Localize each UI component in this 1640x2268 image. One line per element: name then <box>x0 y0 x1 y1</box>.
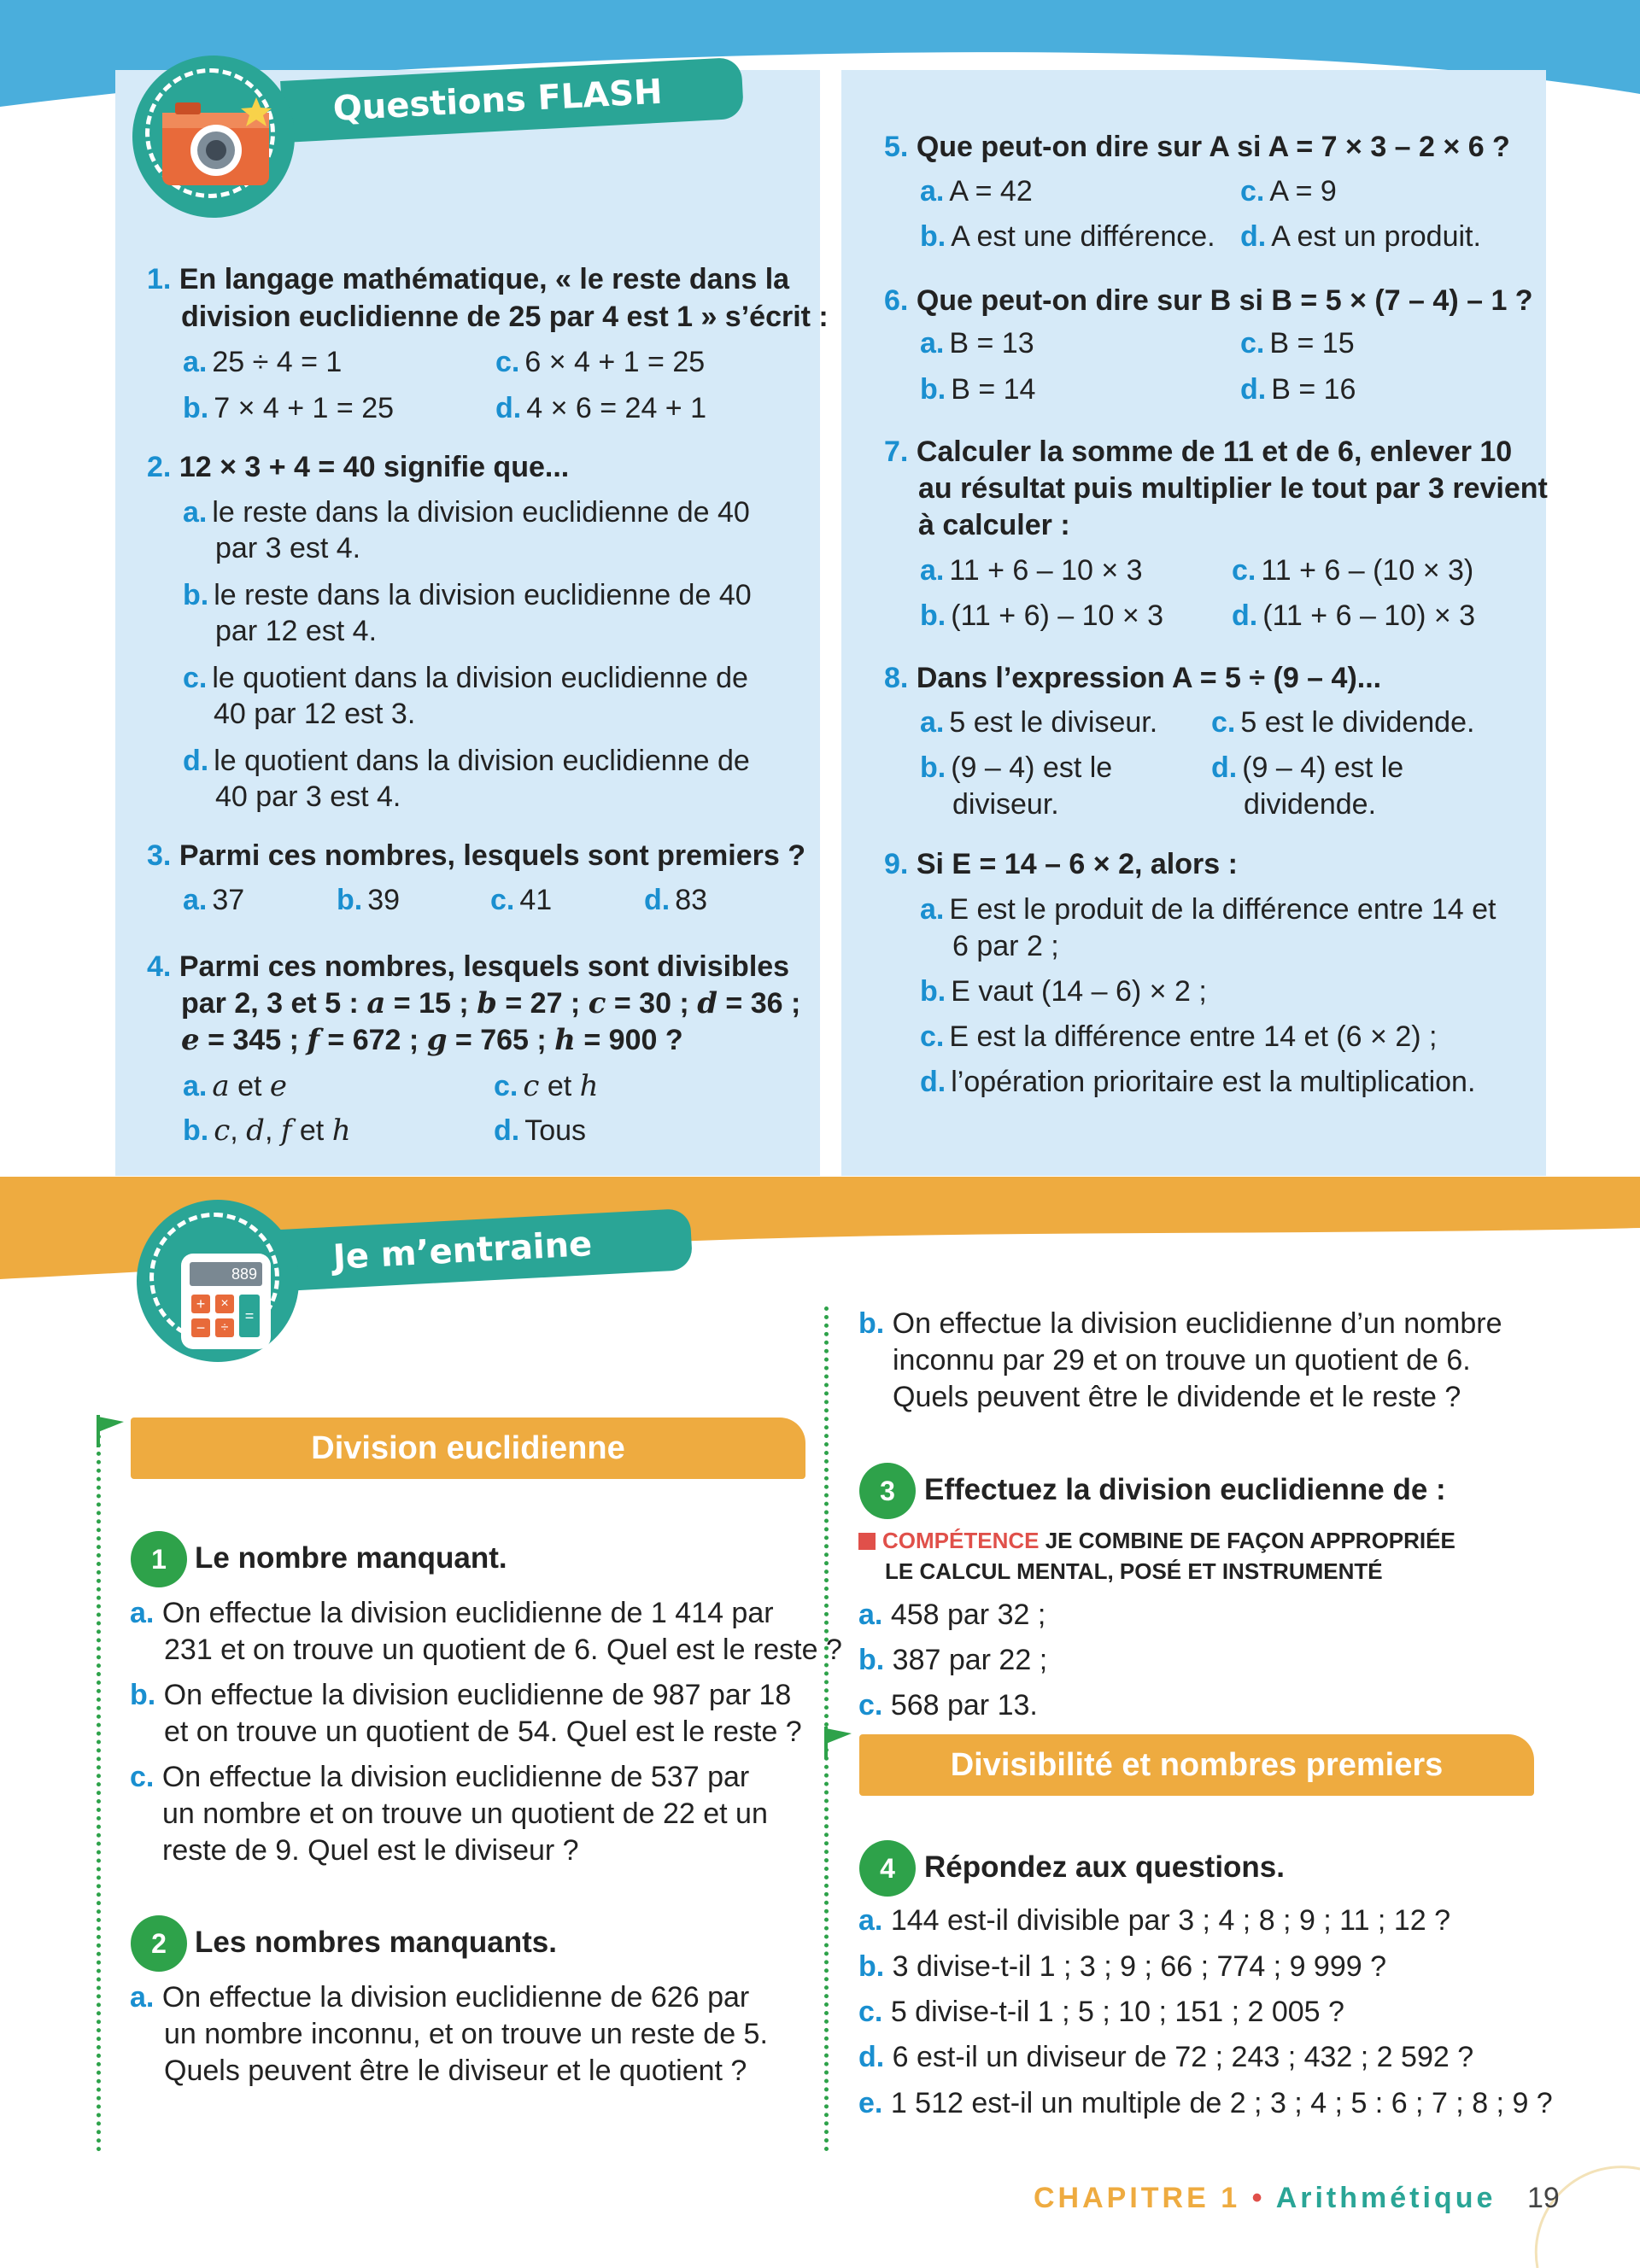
section-header-divisibilite: Divisibilité et nombres premiers <box>859 1734 1534 1796</box>
q1-option-c[interactable] <box>495 343 705 381</box>
option-letter: a. <box>920 706 945 739</box>
question-text: Parmi ces nombres, lesquels sont premiers ? <box>179 839 805 872</box>
competence-text: LE CALCUL MENTAL, POSÉ ET INSTRUMENTÉ <box>885 1558 1383 1584</box>
flag-icon <box>85 1413 128 1447</box>
question-text: = 900 ? <box>575 1024 683 1056</box>
option-letter: c. <box>495 346 520 378</box>
option-letter: a. <box>183 346 208 378</box>
question-number: 5. <box>884 131 909 163</box>
question-text: au résultat puis multiplier le tout par 3 revient <box>918 472 1548 505</box>
q8-option-a[interactable] <box>920 704 1157 741</box>
item-letter: a. <box>858 1599 883 1631</box>
item-text: 568 par 13. <box>890 1689 1038 1721</box>
footer-chapter <box>1034 2182 1496 2215</box>
competence-tag: COMPÉTENCE <box>882 1528 1040 1553</box>
question-9 <box>884 845 1238 883</box>
q6-option-b[interactable] <box>920 371 1035 408</box>
option-text: 39 <box>367 884 401 916</box>
ex4-item-e <box>858 2085 1553 2122</box>
question-text: Parmi ces nombres, lesquels sont divisibles <box>179 950 790 983</box>
q4-option-d[interactable] <box>494 1112 586 1149</box>
item-text: et on trouve un quotient de 54. Quel est le reste ? <box>164 1716 802 1748</box>
q3-option-d[interactable] <box>644 881 707 919</box>
ex1-item-c-line3 <box>162 1833 579 1869</box>
option-text: 6 × 4 + 1 = 25 <box>524 346 706 378</box>
question-1 <box>147 260 813 298</box>
question-number: 7. <box>884 435 909 468</box>
item-letter: e. <box>858 2087 883 2119</box>
ex2-item-b-line3 <box>893 1379 1461 1416</box>
question-text: = 345 ; <box>199 1024 308 1056</box>
option-text: par 12 est 4. <box>215 615 378 647</box>
option-text: le reste dans la division euclidienne de 40 <box>212 496 750 529</box>
item-letter: d. <box>858 2041 885 2073</box>
option-letter: d. <box>644 884 671 916</box>
q2-option-a[interactable] <box>183 494 750 531</box>
item-text: On effectue la division euclidienne d’un nombre <box>892 1307 1502 1340</box>
flash-title: Questions FLASH <box>280 57 744 143</box>
option-text: et <box>237 1070 262 1102</box>
ex3-item-b <box>858 1642 1047 1679</box>
question-text: = 27 ; <box>496 987 589 1020</box>
option-text: et <box>299 1114 325 1147</box>
question-number: 6. <box>884 284 909 317</box>
option-text: 5 est le dividende. <box>1240 706 1475 739</box>
q7-option-c[interactable] <box>1232 552 1473 589</box>
question-text: = 36 ; <box>717 987 801 1020</box>
q8-option-b-line2 <box>952 786 1059 823</box>
exercise-number: 4 <box>859 1840 916 1897</box>
question-text: division euclidienne de 25 par 4 est 1 » s’écrit : <box>181 301 829 333</box>
option-text: 6 par 2 ; <box>952 930 1059 962</box>
exercise-number: 1 <box>131 1531 187 1587</box>
option-letter: b. <box>920 599 946 632</box>
option-text: B = 14 <box>951 373 1036 406</box>
ex1-item-a-line2 <box>164 1632 842 1669</box>
variable: e <box>269 1069 288 1103</box>
calculator-icon: 889 + × − ÷ = <box>181 1254 271 1349</box>
item-text: 231 et on trouve un quotient de 6. Quel est le reste ? <box>164 1634 842 1666</box>
item-text: On effectue la division euclidienne de 626 par <box>161 1981 750 2014</box>
option-letter: b. <box>920 975 946 1008</box>
option-letter: a. <box>920 175 945 208</box>
ex2-item-a <box>130 1979 749 2016</box>
option-letter: a. <box>920 327 945 359</box>
variable: e <box>181 1023 200 1057</box>
dotted-divider-left <box>97 1435 101 2152</box>
option-text: (9 – 4) est le <box>951 751 1113 784</box>
q7-option-a[interactable] <box>920 552 1143 589</box>
item-letter: b. <box>130 1679 156 1711</box>
camera-icon <box>158 94 278 188</box>
variable: h <box>579 1069 599 1103</box>
chapter-subject: Arithmétique <box>1275 2182 1496 2214</box>
option-text: A = 42 <box>949 175 1033 208</box>
question-7-line2 <box>918 470 1548 507</box>
q4-option-b[interactable]: b. c, d, f et h <box>183 1114 351 1148</box>
option-text: E vaut (14 – 6) × 2 ; <box>951 975 1207 1008</box>
option-text: 40 par 3 est 4. <box>215 780 401 813</box>
variable: c <box>214 1114 231 1148</box>
question-4-line3 <box>181 1021 683 1059</box>
variable: d <box>697 986 718 1020</box>
exercise-title: Répondez aux questions. <box>924 1850 1285 1884</box>
q7-option-b[interactable] <box>920 597 1163 634</box>
option-letter: a. <box>183 884 208 916</box>
option-letter: d. <box>1240 373 1267 406</box>
ex4-item-b <box>858 1949 1386 1985</box>
q9-option-d[interactable] <box>920 1063 1475 1101</box>
option-text: le quotient dans la division euclidienne de <box>212 662 748 694</box>
question-number: 3. <box>147 839 172 872</box>
q6-option-a[interactable] <box>920 324 1034 362</box>
item-text: 387 par 22 ; <box>892 1644 1048 1676</box>
q9-option-a[interactable] <box>920 891 1496 928</box>
q7-option-d[interactable] <box>1232 597 1475 634</box>
question-number: 2. <box>147 451 172 483</box>
question-number: 9. <box>884 848 909 880</box>
variable: h <box>554 1023 576 1057</box>
option-letter: b. <box>337 884 363 916</box>
option-letter: b. <box>183 579 209 611</box>
item-letter: c. <box>858 1689 883 1721</box>
variable: c <box>588 986 606 1020</box>
option-letter: c. <box>920 1020 945 1053</box>
option-text: (9 – 4) est le <box>1242 751 1404 784</box>
option-text: B = 16 <box>1271 373 1356 406</box>
exercise-number: 2 <box>131 1915 187 1972</box>
competence-text: JE COMBINE DE FAÇON APPROPRIÉE <box>1045 1528 1456 1553</box>
q1-option-b[interactable] <box>183 389 394 427</box>
item-text: inconnu par 29 et on trouve un quotient de 6. <box>893 1344 1471 1377</box>
option-text: (11 + 6) – 10 × 3 <box>951 599 1164 632</box>
option-text: 11 + 6 – (10 × 3) <box>1261 554 1474 587</box>
item-text: 458 par 32 ; <box>890 1599 1046 1631</box>
page-number: 19 <box>1527 2182 1560 2214</box>
competence-label-line2 <box>885 1556 1383 1587</box>
ex2-item-a-line3 <box>164 2053 747 2090</box>
ex1-item-c <box>130 1759 749 1796</box>
q1-option-a[interactable] <box>183 343 342 381</box>
q1-option-d[interactable] <box>495 389 706 427</box>
option-letter: d. <box>1240 220 1267 253</box>
variable: a <box>366 986 386 1020</box>
question-number: 1. <box>147 263 172 295</box>
option-text: Tous <box>524 1114 587 1147</box>
question-text: par 2, 3 et 5 : <box>181 987 367 1020</box>
ex1-item-b <box>130 1677 791 1714</box>
item-letter: c. <box>130 1761 155 1793</box>
option-text: par 3 est 4. <box>215 532 361 564</box>
q8-option-c[interactable] <box>1211 704 1474 741</box>
option-text: le quotient dans la division euclidienne de <box>214 745 750 777</box>
option-text: l’opération prioritaire est la multiplication. <box>951 1066 1476 1098</box>
question-text: Que peut-on dire sur A si A = 7 × 3 – 2 × 6 ? <box>916 131 1510 163</box>
calculator-display: 889 <box>190 1262 262 1286</box>
q4-option-a[interactable] <box>183 1067 287 1105</box>
question-number: 8. <box>884 662 909 694</box>
option-text: 37 <box>212 884 245 916</box>
ex3-item-a <box>858 1597 1046 1634</box>
q8-option-d[interactable] <box>1211 749 1403 786</box>
item-letter: a. <box>130 1597 155 1629</box>
option-letter: c. <box>1232 554 1256 587</box>
competence-label <box>858 1525 1456 1556</box>
q3-option-b[interactable] <box>337 881 400 919</box>
exercise-title: Les nombres manquants. <box>195 1926 557 1959</box>
option-letter: b. <box>183 1114 209 1147</box>
item-letter: b. <box>858 1950 885 1983</box>
item-letter: a. <box>130 1981 155 2014</box>
question-text: = 672 ; <box>319 1024 427 1056</box>
option-letter: c. <box>1240 175 1265 208</box>
item-text: 3 divise-t-il 1 ; 3 ; 9 ; 66 ; 774 ; 9 999 ? <box>892 1950 1387 1983</box>
ex2-item-a-line2 <box>164 2016 768 2053</box>
option-letter: d. <box>183 745 209 777</box>
question-text: = 15 ; <box>385 987 477 1020</box>
option-letter: a. <box>920 554 945 587</box>
question-2 <box>147 448 569 486</box>
variable: f <box>307 1023 319 1057</box>
ex1-item-a <box>130 1595 774 1632</box>
variable: h <box>331 1114 351 1148</box>
variable: b <box>477 986 497 1020</box>
question-text: = 30 ; <box>606 987 698 1020</box>
question-1-line2 <box>181 298 829 336</box>
item-text: 144 est-il divisible par 3 ; 4 ; 8 ; 9 ; 11 ; 12 ? <box>890 1904 1450 1937</box>
question-3 <box>147 837 805 874</box>
variable: c <box>523 1069 540 1103</box>
q8-option-d-line2 <box>1244 786 1376 823</box>
option-text: B = 13 <box>949 327 1034 359</box>
question-5 <box>884 128 1510 166</box>
ex2-item-b-line2 <box>893 1342 1471 1379</box>
q6-option-d[interactable] <box>1240 371 1356 408</box>
item-text: Quels peuvent être le dividende et le reste ? <box>893 1381 1461 1413</box>
option-text: dividende. <box>1244 788 1377 821</box>
ex4-item-c <box>858 1994 1344 2031</box>
question-text: à calculer : <box>918 509 1070 541</box>
option-text: A = 9 <box>1269 175 1337 208</box>
option-letter: a. <box>920 893 945 926</box>
q2-option-a-line2 <box>215 529 360 567</box>
option-text: et <box>547 1070 572 1102</box>
item-text: On effectue la division euclidienne de 987 par 18 <box>163 1679 792 1711</box>
exercise-number: 3 <box>859 1463 916 1519</box>
item-text: un nombre et on trouve un quotient de 22 et un <box>162 1797 768 1830</box>
bullet: • <box>1251 2182 1266 2214</box>
ex4-item-d <box>858 2039 1473 2076</box>
option-letter: b. <box>920 373 946 406</box>
item-letter: a. <box>858 1904 883 1937</box>
option-text: 83 <box>675 884 708 916</box>
option-text: 41 <box>519 884 553 916</box>
option-text: 25 ÷ 4 = 1 <box>212 346 343 378</box>
option-text: 5 est le diviseur. <box>949 706 1158 739</box>
option-text: diviseur. <box>952 788 1059 821</box>
item-text: 6 est-il un diviseur de 72 ; 243 ; 432 ; 2 592 ? <box>892 2041 1474 2073</box>
option-letter: b. <box>920 751 946 784</box>
exercise-title: Effectuez la division euclidienne de : <box>924 1473 1446 1506</box>
item-text: reste de 9. Quel est le diviseur ? <box>162 1834 579 1867</box>
option-letter: a. <box>183 496 208 529</box>
variable: d <box>246 1114 265 1148</box>
question-6 <box>884 282 1533 319</box>
q5-option-b[interactable] <box>920 218 1215 255</box>
ex4-item-a <box>858 1903 1450 1939</box>
chapter-label: CHAPITRE 1 <box>1034 2182 1241 2214</box>
q2-option-c[interactable] <box>183 659 748 697</box>
option-text: A est un produit. <box>1271 220 1481 253</box>
q2-option-d[interactable] <box>183 742 750 780</box>
item-text: un nombre inconnu, et on trouve un reste de 5. <box>164 2018 768 2050</box>
q9-option-b[interactable] <box>920 973 1207 1010</box>
flag-icon <box>813 1725 856 1759</box>
q2-option-b-line2 <box>215 612 377 650</box>
option-text: (11 + 6 – 10) × 3 <box>1262 599 1476 632</box>
option-letter: c. <box>183 662 208 694</box>
option-letter: b. <box>920 220 946 253</box>
q9-option-c[interactable] <box>920 1018 1437 1055</box>
question-4 <box>147 948 789 985</box>
competence-square-icon <box>858 1533 876 1550</box>
option-letter: c. <box>490 884 515 916</box>
option-letter: a. <box>183 1070 208 1102</box>
variable: g <box>426 1023 448 1057</box>
item-text: On effectue la division euclidienne de 1 414 par <box>161 1597 774 1629</box>
item-text: Quels peuvent être le diviseur et le quotient ? <box>164 2055 747 2087</box>
question-text: Calculer la somme de 11 et de 6, enlever 10 <box>916 435 1513 468</box>
item-text: 5 divise-t-il 1 ; 5 ; 10 ; 151 ; 2 005 ? <box>890 1996 1344 2028</box>
ex3-item-c <box>858 1687 1038 1724</box>
item-text: On effectue la division euclidienne de 537 par <box>161 1761 750 1793</box>
item-text: 1 512 est-il un multiple de 2 ; 3 ; 4 ; 5 : 6 ; 7 ; 8 ; 9 ? <box>890 2087 1553 2119</box>
option-letter: d. <box>495 392 522 424</box>
train-title: Je m’entraine <box>280 1208 693 1291</box>
q5-option-d[interactable] <box>1240 218 1481 255</box>
question-text: Que peut-on dire sur B si B = 5 × (7 – 4) – 1 ? <box>916 284 1533 317</box>
option-text: A est une différence. <box>951 220 1215 253</box>
exercise-title: Le nombre manquant. <box>195 1541 507 1575</box>
option-text: le reste dans la division euclidienne de 40 <box>214 579 752 611</box>
variable: a <box>212 1069 230 1103</box>
question-text: Si E = 14 – 6 × 2, alors : <box>916 848 1238 880</box>
option-text: 40 par 12 est 3. <box>214 698 416 730</box>
option-letter: d. <box>494 1114 520 1147</box>
option-text: E est la différence entre 14 et (6 × 2) ; <box>949 1020 1438 1053</box>
option-letter: d. <box>1232 599 1258 632</box>
question-7-line3 <box>918 506 1070 544</box>
q2-option-c-line2 <box>214 695 415 733</box>
option-text: 11 + 6 – 10 × 3 <box>949 554 1143 587</box>
option-letter: d. <box>920 1066 946 1098</box>
option-letter: d. <box>1211 751 1238 784</box>
variable: f <box>280 1114 292 1148</box>
q5-option-c[interactable] <box>1240 172 1337 210</box>
q3-option-a[interactable] <box>183 881 244 919</box>
option-text: 7 × 4 + 1 = 25 <box>214 392 395 424</box>
item-letter: c. <box>858 1996 883 2028</box>
ex2-item-b <box>858 1306 1502 1342</box>
option-text: E est le produit de la différence entre 14 et <box>949 893 1496 926</box>
question-number: 4. <box>147 950 172 983</box>
option-letter: c. <box>1211 706 1236 739</box>
option-letter: b. <box>183 392 209 424</box>
ex1-item-b-line2 <box>164 1714 802 1751</box>
q5-option-a[interactable] <box>920 172 1033 210</box>
ex1-item-c-line2 <box>162 1796 768 1833</box>
question-7 <box>884 433 1512 471</box>
question-4-line2 <box>181 985 800 1022</box>
item-letter: b. <box>858 1644 885 1676</box>
option-text: B = 15 <box>1269 327 1355 359</box>
question-text: En langage mathématique, « le reste dans la <box>179 263 790 295</box>
q2-option-d-line2 <box>215 778 401 815</box>
q3-option-c[interactable] <box>490 881 552 919</box>
question-text: = 765 ; <box>447 1024 555 1056</box>
question-text: 12 × 3 + 4 = 40 signifie que... <box>179 451 570 483</box>
question-8 <box>884 659 1381 697</box>
option-letter: c. <box>1240 327 1265 359</box>
option-letter: c. <box>494 1070 518 1102</box>
question-text: Dans l’expression A = 5 ÷ (9 – 4)... <box>916 662 1382 694</box>
q2-option-b[interactable] <box>183 576 752 614</box>
q6-option-c[interactable] <box>1240 324 1355 362</box>
q8-option-b[interactable] <box>920 749 1112 786</box>
q9-option-a-line2 <box>952 927 1059 965</box>
section-header-division: Division euclidienne <box>131 1418 805 1479</box>
item-letter: b. <box>858 1307 885 1340</box>
option-text: 4 × 6 = 24 + 1 <box>526 392 707 424</box>
q4-option-c[interactable] <box>494 1067 599 1105</box>
